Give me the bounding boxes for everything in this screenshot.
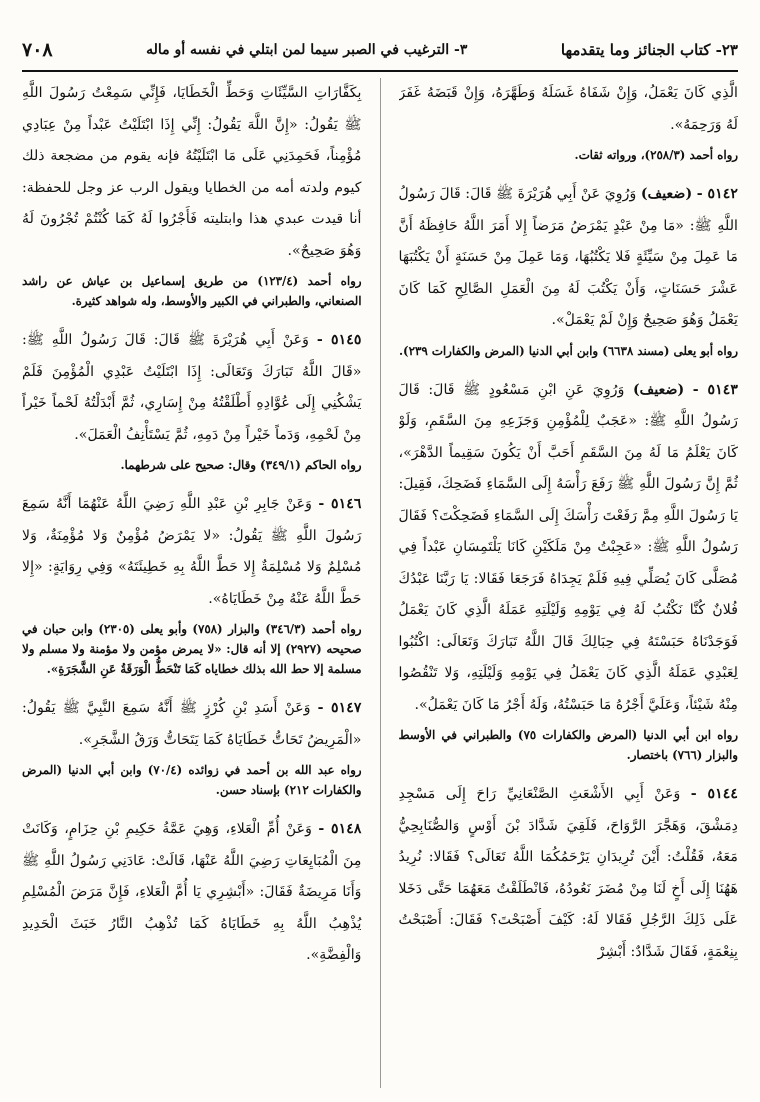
book-page [22, 0, 738, 1102]
hadith-text: وَرُوِيَ عَنْ أَبِي هُرَيْرَةَ ﷺ قَالَ: قَالَ رَسُولُ اللَّهِ ﷺ: «مَا مِنْ عَبْدٍ يَمْرَضُ مَرَضاً إِلا أَمَرَ اللَّهُ حَافِظَهُ أَنَّ مَا عَمِلَ مِنْ سَيِّئَةٍ فَلا يَكْتُبُهَا، وَمَا عَمِلَ مِنْ حَسَنَةٍ أَنْ يَكْتُبَهَا عَشْرَ حَسَنَاتٍ، وَأَنْ يَكْتُبَ لَهُ مِنَ الْعَمَلِ الصَّالِحِ كَمَا كَانَ يَعْمَلُ وَهُوَ صَحِيحٌ وَإِنْ لَمْ يَعْمَلْ». [398, 186, 738, 328]
hadith-source: رواه أبو يعلى (مسند ٦٦٣٨) وابن أبي الدنيا (المرض والكفارات ٢٣٩). [398, 343, 738, 358]
hadith-source: رواه ابن أبي الدنيا (المرض والكفارات ٧٥) والطبراني في الأوسط والبزار (٧٦٦) باختصار. [398, 728, 738, 762]
hadith-source: رواه عبد الله بن أحمد في زوائده (٧٠/٤) وابن أبي الدنيا (المرض والكفارات ٢١٢) بإسناد حسن. [22, 763, 362, 797]
hadith-grade: (ضعيف) [632, 381, 685, 398]
hadith-5148 [22, 814, 362, 972]
hadith-grade: (ضعيف) [640, 186, 693, 202]
hadith-text: وَرُوِيَ عَنِ ابْنِ مَسْعُودٍ ﷺ قَالَ: قَالَ رَسُولُ اللَّهِ ﷺ: «عَجَبٌ لِلْمُؤْمِنِ وَجَزَعِهِ مِنَ السَّقَمِ، وَلَوْ كَانَ يَعْلَمُ مَا لَهُ مِنَ السَّقَمِ أَحَبَّ أَنْ يَكُونَ سَقِيماً الدَّهْرَ»، ثُمَّ إِنَّ رَسُولَ اللَّهِ ﷺ رَفَعَ رَأْسَهُ إِلَى السَّمَاءِ فَضَحِكَ، فَقِيلَ: يَا رَسُولَ اللَّهِ مِمَّ رَفَعْتَ رَأْسَكَ إِلَى السَّمَاءِ فَضَحِكْتَ؟ فَقَالَ رَسُولُ اللَّهِ ﷺ: «عَجِبْتُ مِنْ مَلَكَيْنِ كَانَا يَلْتَمِسَانِ عَبْداً فِي مُصَلَّى كَانَ يُصَلِّي فِيهِ فَلَمْ يَجِدَاهُ فَرَجَعَا فَقَالا: يَا رَبَّنَا عَبْدُكَ فُلانٌ كُنَّا نَكْتُبُ لَهُ فِي يَوْمِهِ وَلَيْلَتِهِ عَمَلَهُ الَّذِي كَانَ يَعْمَلُ فَوَجَدْنَاهُ حَبَسْتَهُ فِي حِبَالِكَ قَالَ اللَّهُ تَبَارَكَ وَتَعَالَى: اكْتُبُوا لِعَبْدِي عَمَلَهُ الَّذِي كَانَ يَعْمَلُ فِي يَوْمِهِ وَلَيْلَتِهِ، وَلا تَنْقُصُوا مِنْهُ شَيْئاً، وَعَلَيَّ أَجْرُهُ مَا حَبَسْتُهُ، وَلَهُ أَجْرُ مَا كَانَ يَعْمَلُ». [398, 381, 738, 713]
page-header [22, 30, 738, 72]
hadith-source: رواه أحمد (٢٥٨/٣)، ورواته ثقات. [574, 148, 738, 162]
text-columns [22, 78, 738, 1088]
continued-hadith-text: بِكَفَّارَاتِ السَّيِّئَاتِ وَحَطِّ الْخَطَايَا، فَإِنِّي سَمِعْتُ رَسُولَ اللَّهِ ﷺ يَقُولُ: «إِنَّ اللَّهَ يَقُولُ: إِنِّي إِذَا ابْتَلَيْتُ عَبْداً مِنْ عِبَادِي مُؤْمِناً، فَحَمِدَنِي عَلَى مَا ابْتَلَيْتُهُ فإنه يقوم من مضجعة ذلك كيوم ولدته أمه من الخطايا ويقول الرب عز وجل للحفظة: أنا قيدت عبدي هذا وابتليته فَأَجْرُوا لَهُ كَمَا كُنْتُمْ تُجْرُونَ لَهُ وَهُوَ صَحِيحٌ». [22, 85, 362, 259]
hadith-5142 [399, 179, 739, 337]
hadith-number: ٥١٤٢ - [696, 186, 738, 202]
left-column [22, 78, 362, 1088]
section-title: ٣- الترغيب في الصبر سيما لمن ابتلي في نفسه أو ماله [146, 42, 468, 58]
hadith-number: ٥١٤٥ - [316, 332, 362, 348]
page-number: ٧٠٨ [22, 39, 53, 61]
column-divider [380, 78, 381, 1088]
hadith-number: ٥١٤٣ - [692, 381, 738, 398]
hadith-text: وَعَنْ جَابِرِ بْنِ عَبْدِ اللَّهِ رَضِيَ اللَّهُ عَنْهُمَا أَنَّهُ سَمِعَ رَسُولَ اللَّهِ ﷺ يَقُولُ: «لا يَمْرَضُ مُؤْمِنٌ وَلا مُؤْمِنَةٌ، وَلا مُسْلِمٌ وَلا مُسْلِمَةٌ إِلا حَطَّ اللَّهُ بِهِ خَطِيئَتَهُ» وَفِي رِوَايَةٍ: «إِلا حَطَّ اللَّهُ عَنْهُ مِنْ خَطَايَاهُ». [22, 496, 362, 607]
hadith-number: ٥١٤٧ - [317, 700, 362, 716]
hadith-5147 [22, 693, 362, 756]
hadith-source: رواه أحمد (٣٤٦/٣) والبزار (٧٥٨) وأبو يعلى (٢٣٠٥) وابن حبان في صحيحه (٢٩٢٧) إلا أنه قال: «لا يمرض مؤمن ولا مؤمنة ولا مسلم ولا مسلمة إلا حط الله بذلك خطاياه كَمَا تَنْحَطُّ الْوَرَقَةُ عَنِ الشَّجَرَةِ». [22, 622, 362, 676]
hadith-text: وَعَنْ أَبِي هُرَيْرَةَ ﷺ قَالَ: قَالَ رَسُولُ اللَّهِ ﷺ: «قَالَ اللَّهُ تَبَارَكَ وَتَعَالَى: إِذَا ابْتَلَيْتُ عَبْدِي الْمُؤْمِنَ فَلَمْ يَشْكُنِي إِلَى عُوَّادِهِ أَطْلَقْتُهُ مِنْ إِسَارِي، ثُمَّ أَبْدَلْتُهُ لَحْماً خَيْراً مِنْ لَحْمِهِ، وَدَماً خَيْراً مِنْ دَمِهِ، ثُمَّ يَسْتَأْنِفُ الْعَمَلَ». [22, 332, 362, 443]
hadith-text: وَعَنْ أُمِّ الْعَلاءِ، وَهِيَ عَمَّةُ حَكِيمِ بْنِ حِزَامٍ، وَكَانَتْ مِنَ الْمُبَايِعَاتِ رَضِيَ اللَّهُ عَنْهَا، قَالَتْ: عَادَنِي رَسُولُ اللَّهِ ﷺ وَأَنَا مَرِيضَةٌ فَقَالَ: «أَبْشِرِي يَا أُمَّ الْعَلاءِ، فَإِنَّ مَرَضَ الْمُسْلِمِ يُذْهِبُ اللَّهُ بِهِ خَطَايَاهُ كَمَا تُذْهِبُ النَّارُ خَبَثَ الْحَدِيدِ وَالْفِضَّةِ». [22, 821, 362, 963]
hadith-number: ٥١٤٨ - [318, 821, 362, 837]
hadith-source: رواه أحمد (١٢٣/٤) من طريق إسماعيل بن عياش عن راشد الصنعاني، والطبراني في الكبير والأوسط، وله شواهد كثيرة. [22, 274, 362, 308]
hadith-text: وَعَنْ أَسَدِ بْنِ كُرْزٍ ﷺ أَنَّهُ سَمِعَ النَّبِيَّ ﷺ يَقُولُ: «الْمَرِيضُ تَحَاتُّ خَطَايَاهُ كَمَا يَتَحَاتُّ وَرَقُ الشَّجَرِ». [22, 700, 362, 748]
hadith-5144 [399, 779, 739, 968]
hadith-5143 [399, 375, 739, 722]
continued-hadith-text: الَّذِي كَانَ يَعْمَلُ، وَإِنْ شَفَاهُ غَسَلَهُ وَطَهَّرَهُ، وَإِنْ قَبَضَهُ غَفَرَ لَهُ وَرَحِمَهُ». [398, 85, 738, 133]
hadith-5145 [22, 325, 362, 451]
hadith-5146 [22, 489, 362, 615]
hadith-number: ٥١٤٦ - [318, 496, 362, 512]
right-column [399, 78, 739, 1088]
hadith-number: ٥١٤٤ - [690, 786, 738, 802]
hadith-text: وَعَنْ أَبِي الأَشْعَثِ الصَّنْعَانِيِّ رَاحَ إِلَى مَسْجِدِ دِمَشْقَ، وَهَجَّرَ الرَّوَاحَ، فَلَقِيَ شَدَّادَ بْنَ أَوْسٍ وَالصُّنَابِحِيُّ مَعَهُ، فَقُلْتُ: أَيْنَ تُرِيدَانِ يَرْحَمُكُمَا اللَّهُ تَعَالَى؟ فَقَالا: نُرِيدُ هَهُنَا إِلَى أَخٍ لَنَا مِنْ مُضَرَ نَعُودُهُ، فَانْطَلَقْتُ مَعَهُمَا حَتَّى دَخَلا عَلَى ذَلِكَ الرَّجُلِ فَقَالا لَهُ: كَيْفَ أَصْبَحْتَ؟ فَقَالَ: أَصْبَحْتُ بِنِعْمَةٍ، فَقَالَ شَدَّادٌ: أَبْشِرْ [398, 786, 738, 960]
hadith-source: رواه الحاكم (٣٤٩/١) وقال: صحيح على شرطهما. [120, 458, 362, 472]
chapter-title: ٢٣- كتاب الجنائز وما يتقدمها [560, 41, 738, 59]
